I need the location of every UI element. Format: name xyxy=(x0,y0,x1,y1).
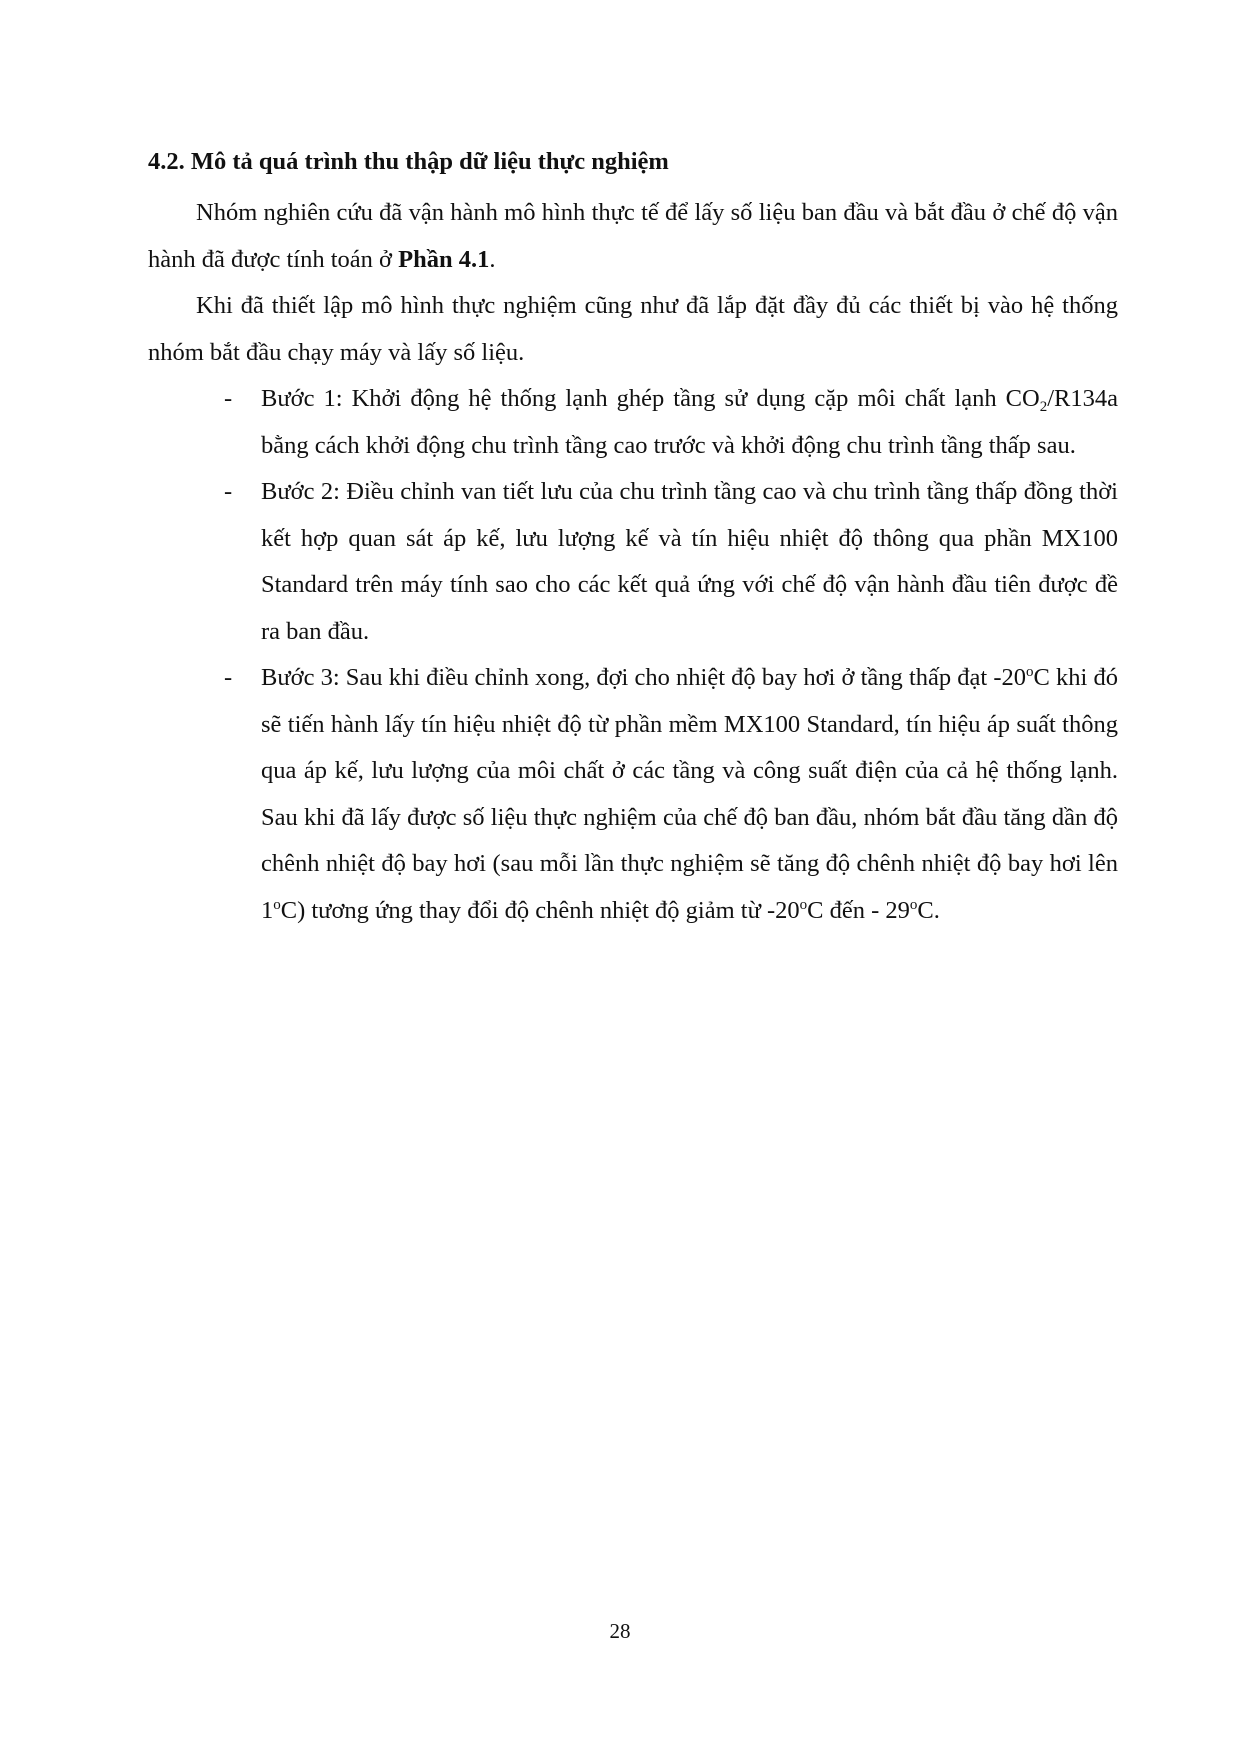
step-1-text-b: /R134a bằng cách khởi động chu trình tầng cao trước và khởi động chu trình tầng thấp sau. xyxy=(261,385,1118,459)
step-3-text-c: C) tương ứng thay đổi độ chênh nhiệt độ giảm từ -20 xyxy=(280,896,800,924)
step-2-text: Bước 2: Điều chỉnh van tiết lưu của chu trình tầng cao và chu trình tầng thấp đồng thời kết hợp quan sát áp kế, lưu lượng kế và tín hiệu nhiệt độ thông qua phần MX100 Standard trên máy tính sao cho các kết quả ứng với chế độ vận hành đầu tiên được đề ra ban đầu. xyxy=(261,478,1118,645)
step-1-text-a: Bước 1: Khởi động hệ thống lạnh ghép tầng sử dụng cặp môi chất lạnh CO xyxy=(261,385,1040,412)
step-3-text-e: C. xyxy=(917,896,940,924)
section-heading: 4.2. Mô tả quá trình thu thập dữ liệu thực nghiệm xyxy=(148,148,669,175)
step-list xyxy=(148,376,1118,934)
step-item-3 xyxy=(148,655,1118,934)
degree-superscript: o xyxy=(273,896,281,913)
paragraph-intro-text: Nhóm nghiên cứu đã vận hành mô hình thực tế để lấy số liệu ban đầu và bắt đầu ở chế độ vận hành đã được tính toán ở xyxy=(148,199,1118,273)
step-3-text-b: C khi đó sẽ tiến hành lấy tín hiệu nhiệt độ từ phần mềm MX100 Standard, tín hiệu áp suất thông qua áp kế, lưu lượng của môi chất ở các tầng và công suất điện của cả hệ thống lạnh. Sau khi đã lấy được số liệu thực nghiệm của chế độ ban đầu, nhóm bắt đầu tăng dần độ chênh nhiệt độ bay hơi (sau mỗi lần thực nghiệm sẽ tăng độ chênh nhiệt độ bay hơi lên 1 xyxy=(261,664,1118,924)
page-content xyxy=(148,142,1118,934)
degree-superscript: o xyxy=(799,896,808,913)
paragraph-setup: Khi đã thiết lập mô hình thực nghiệm cũng như đã lắp đặt đầy đủ các thiết bị vào hệ thống nhóm bắt đầu chạy máy và lấy số liệu. xyxy=(148,292,1118,366)
list-bullet-dash: - xyxy=(224,478,233,505)
section-reference: Phần 4.1 xyxy=(398,245,490,273)
degree-superscript: o xyxy=(909,896,918,913)
subscript-2: 2 xyxy=(1039,399,1048,415)
list-bullet-dash: - xyxy=(224,664,233,691)
paragraph-intro-end: . xyxy=(489,245,496,273)
step-3-text-d: C đến - 29 xyxy=(807,896,910,924)
degree-superscript: o xyxy=(1026,664,1034,680)
paragraph-intro xyxy=(148,190,1118,283)
list-bullet-dash: - xyxy=(224,385,233,412)
step-item-1 xyxy=(148,376,1118,469)
step-item-2 xyxy=(148,469,1118,655)
step-3-text-a: Bước 3: Sau khi điều chỉnh xong, đợi cho nhiệt độ bay hơi ở tầng thấp đạt -20 xyxy=(261,664,1027,691)
page-number: 28 xyxy=(609,1619,631,1643)
